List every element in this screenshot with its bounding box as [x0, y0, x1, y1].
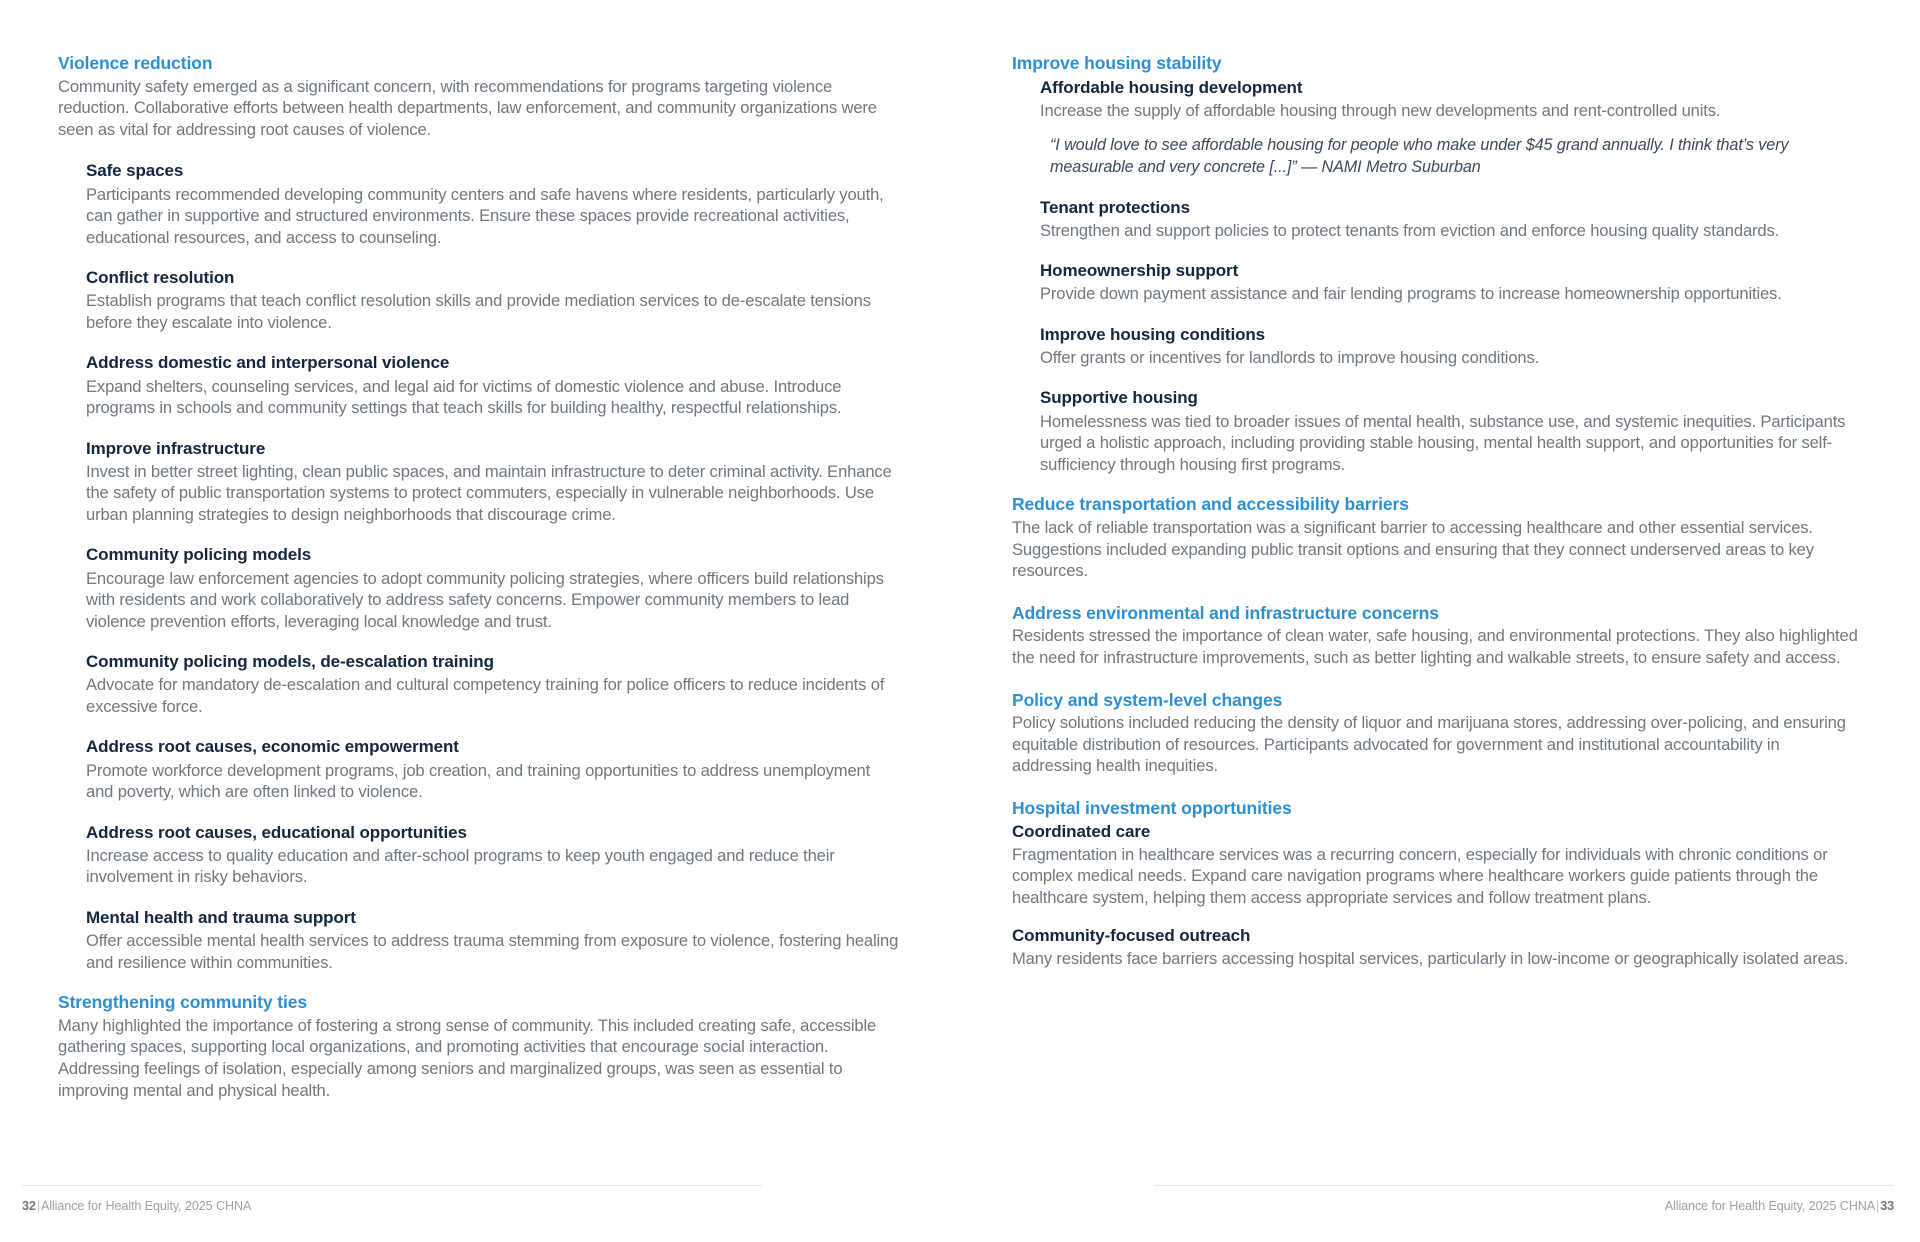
- section-strengthening-community-ties: [58, 991, 900, 1101]
- list-item: [86, 267, 900, 333]
- item-body: Offer grants or incentives for landlords to improve housing conditions.: [1040, 347, 1540, 367]
- section-heading: Improve housing stability: [1012, 53, 1222, 73]
- list-item: [86, 160, 900, 248]
- item-body: Advocate for mandatory de-escalation and cultural competency training for police officers to reduce incidents of excessive force.: [86, 675, 885, 716]
- item-title: Community policing models: [86, 545, 312, 565]
- item-body: Many residents face barriers accessing hospital services, particularly in low-income or geographically isolated areas.: [1012, 948, 1849, 968]
- list-item: [86, 907, 900, 973]
- list-item: [86, 438, 900, 526]
- item-title: Address domestic and interpersonal violence: [86, 353, 450, 373]
- list-item: [1012, 821, 1858, 909]
- item-body: Encourage law enforcement agencies to adopt community policing strategies, where officers build relationships with residents and work collaboratively to address safety concerns. Empower community members to lead violence prevention efforts, leveraging local knowledge and trust.: [86, 568, 884, 631]
- item-title: Tenant protections: [1040, 197, 1190, 217]
- section-heading: Strengthening community ties: [58, 992, 308, 1013]
- item-body: Homelessness was tied to broader issues of mental health, substance use, and systemic inequities. Participants urged a holistic approach, including providing stable housing, mental health support, and opportunities for self-sufficiency through housing first programs.: [1040, 411, 1846, 474]
- list-item: [1040, 260, 1858, 305]
- footer-text: Alliance for Health Equity, 2025 CHNA: [40, 1199, 252, 1213]
- item-body: Invest in better street lighting, clean public spaces, and maintain infrastructure to deter criminal activity. Enhance the safety of public transportation systems to protect commuters, especially in vulnerable neighborhoods. Use urban planning strategies to design neighborhoods that discourage crime.: [86, 461, 892, 524]
- list-item: [86, 651, 900, 717]
- section-intro-paragraph: The lack of reliable transportation was a significant barrier to accessing healthcare and other essential services. Suggestions included expanding public transit options and ensuring that they connect underserved areas to key resources.: [1012, 518, 1814, 581]
- section-heading: Reduce transportation and accessibility barriers: [1012, 494, 1409, 515]
- item-title: Community-focused outreach: [1012, 925, 1251, 945]
- item-title: Coordinated care: [1012, 821, 1151, 841]
- quote-text: “I would love to see affordable housing for people who make under $45 grand annually. I think that’s very measurable and very concrete [...]” — NAMI Metro Suburban: [1050, 136, 1789, 176]
- item-title: Conflict resolution: [86, 268, 235, 288]
- list-item: [86, 822, 900, 888]
- item-body: Promote workforce development programs, job creation, and training opportunities to address unemployment and poverty, which are often linked to violence.: [86, 760, 871, 802]
- footer-right: [1665, 1199, 1894, 1213]
- section-heading: Violence reduction: [58, 53, 213, 73]
- item-title: Supportive housing: [1040, 388, 1198, 408]
- list-item: [86, 352, 900, 418]
- footer-divider: [1154, 1185, 1894, 1186]
- page-right: [960, 0, 1920, 1242]
- list-item: [86, 736, 900, 802]
- section-intro-paragraph: Many highlighted the importance of fostering a strong sense of community. This included creating safe, accessible gathering spaces, supporting local organizations, and promoting activities that encourage social interaction. Addressing feelings of isolation, especially among seniors and marginalized groups, was seen as essential to improving mental and physical health.: [58, 1015, 877, 1100]
- list-item: [1012, 925, 1858, 970]
- item-body: Establish programs that teach conflict resolution skills and provide mediation services to de-escalate tensions before they escalate into violence.: [86, 291, 871, 332]
- item-body: Participants recommended developing community centers and safe havens where residents, particularly youth, can gather in supportive and structured environments. Ensure these spaces provide recreational activities, educational resources, and access to counseling.: [86, 184, 884, 247]
- list-item: [1040, 77, 1858, 122]
- page-number: 32: [22, 1199, 36, 1213]
- item-body: Increase access to quality education and after-school programs to keep youth engaged and reduce their involvement in risky behaviors.: [86, 845, 835, 887]
- section-intro-paragraph: Community safety emerged as a significant concern, with recommendations for programs targeting violence reduction. Collaborative efforts between health departments, law enforcement, and community organizations were seen as vital for addressing root causes of violence.: [58, 76, 877, 139]
- section-heading: Policy and system-level changes: [1012, 689, 1283, 710]
- list-item: [86, 544, 900, 632]
- section-heading: Address environmental and infrastructure concerns: [1012, 602, 1439, 623]
- item-title: Mental health and trauma support: [86, 907, 356, 927]
- footer-left: [22, 1199, 251, 1213]
- list-item: [1040, 197, 1858, 242]
- item-body: Expand shelters, counseling services, and legal aid for victims of domestic violence and abuse. Introduce programs in schools and community settings that teach skills for building healthy, respectful relationships.: [86, 376, 842, 418]
- section-policy-system-level-changes: [1012, 689, 1858, 777]
- footer-text: Alliance for Health Equity, 2025 CHNA: [1664, 1199, 1876, 1213]
- item-body: Offer accessible mental health services to address trauma stemming from exposure to violence, fostering healing and resilience within communities.: [86, 930, 899, 972]
- section-intro-paragraph: Residents stressed the importance of clean water, safe housing, and environmental protections. They also highlighted the need for infrastructure improvements, such as better lighting and walkable streets, to ensure safety and access.: [1012, 626, 1858, 667]
- list-item: [1040, 324, 1858, 369]
- item-body: Strengthen and support policies to protect tenants from eviction and enforce housing quality standards.: [1040, 220, 1780, 240]
- section-address-environmental-concerns: [1012, 602, 1858, 669]
- item-title: Community policing models, de-escalation training: [86, 652, 494, 672]
- section-heading: Hospital investment opportunities: [1012, 798, 1292, 818]
- item-title: Affordable housing development: [1040, 77, 1303, 97]
- section-improve-housing-stability: [1012, 52, 1858, 475]
- list-item: [1040, 387, 1858, 475]
- section-hospital-investment-opportunities: [1012, 797, 1858, 969]
- footer-divider: [22, 1185, 762, 1186]
- pull-quote: [1050, 135, 1858, 178]
- item-body: Provide down payment assistance and fair lending programs to increase homeownership opportunities.: [1040, 284, 1782, 304]
- item-title: Address root causes, educational opportunities: [86, 822, 467, 842]
- item-body: Increase the supply of affordable housing through new developments and rent-controlled units.: [1040, 100, 1721, 120]
- item-title: Improve infrastructure: [86, 438, 266, 458]
- item-title: Homeownership support: [1040, 261, 1239, 281]
- item-title: Improve housing conditions: [1040, 324, 1266, 344]
- item-body: Fragmentation in healthcare services was a recurring concern, especially for individuals with chronic conditions or complex medical needs. Expand care navigation programs where healthcare workers guide patients through the healthcare system, helping them access appropriate services and follow treatment plans.: [1012, 844, 1828, 907]
- section-intro-paragraph: Policy solutions included reducing the density of liquor and marijuana stores, addressing over-policing, and ensuring equitable distribution of resources. Participants advocated for government and institutional accountability in addressing health inequities.: [1012, 713, 1846, 776]
- item-title: Safe spaces: [86, 161, 184, 181]
- section-violence-reduction: [58, 52, 900, 973]
- item-title: Address root causes, economic empowerment: [86, 737, 459, 757]
- footer-separator: |: [36, 1199, 40, 1213]
- section-reduce-transportation-barriers: [1012, 493, 1858, 581]
- page-number: 33: [1880, 1199, 1894, 1213]
- footer-separator: |: [1876, 1199, 1880, 1213]
